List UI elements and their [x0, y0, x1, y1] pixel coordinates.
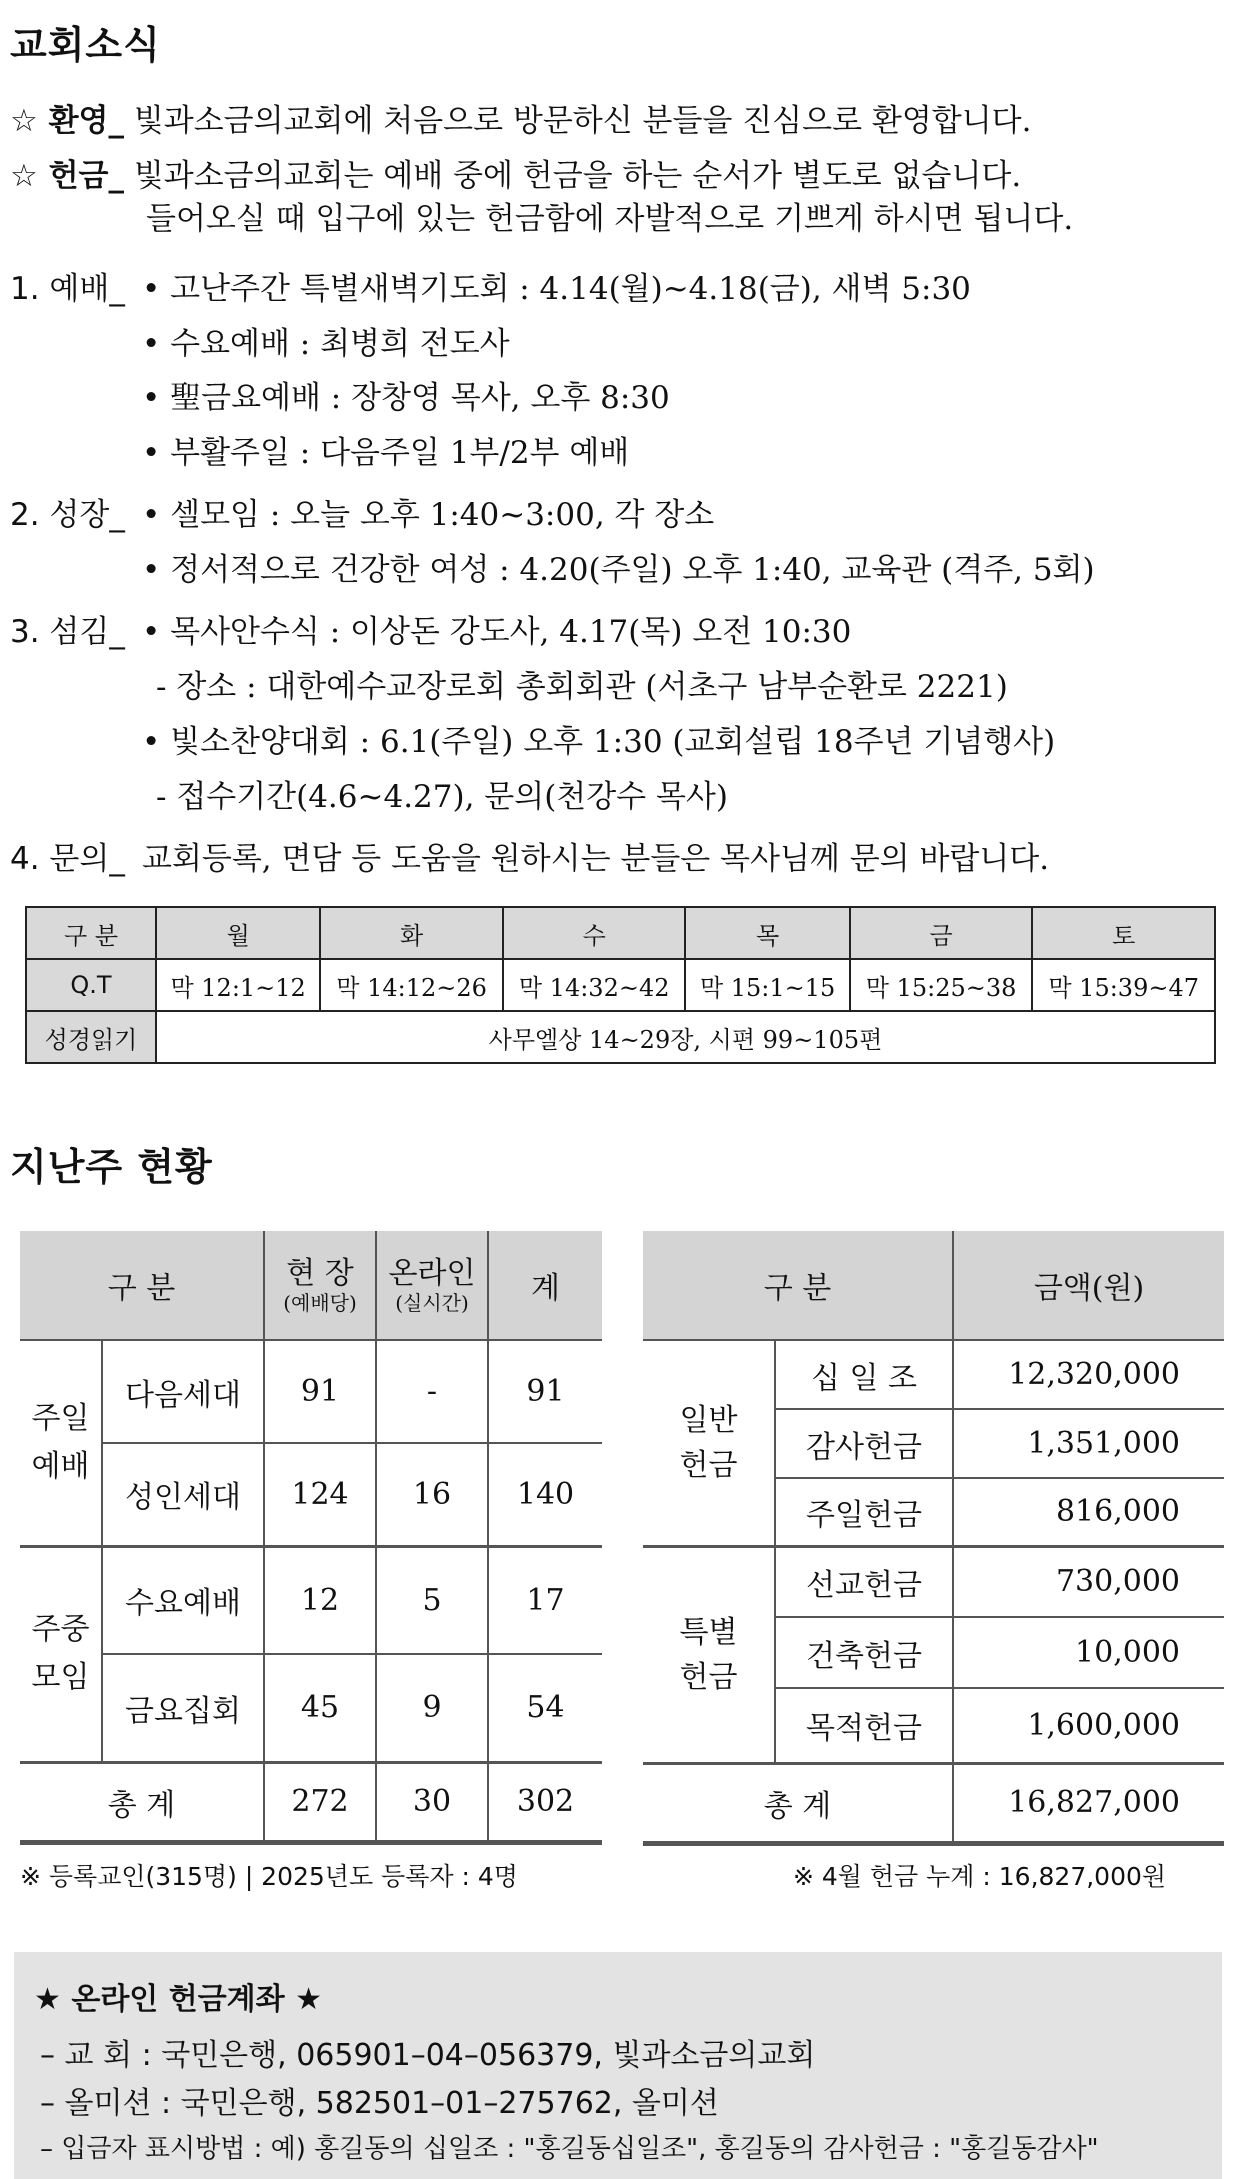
worship-item: • 부활주일 : 다음주일 1부/2부 예배: [142, 435, 630, 471]
qt-cell: 막 14:12~26: [320, 959, 503, 1011]
row-name: 다음세대: [102, 1340, 264, 1443]
sum-row: [20, 1762, 602, 1842]
worship-item: • 고난주간 특별새벽기도회 : 4.14(월)~4.18(금), 새벽 5:30: [142, 271, 971, 307]
row-site: 45: [264, 1654, 376, 1762]
table-row: [20, 1546, 602, 1654]
qt-header-cell: 목: [685, 907, 849, 959]
qt-row: [26, 959, 1215, 1011]
bank-line: – 올미션 : 국민은행, 582501–01–275762, 올미션: [40, 2086, 719, 2121]
offering-text-2: 들어오실 때 입구에 있는 헌금함에 자발적으로 기쁘게 하시면 됩니다.: [146, 201, 1074, 237]
serve-label: 3. 섬김_: [10, 614, 125, 650]
qt-header-row: [26, 907, 1215, 959]
growth-item: • 정서적으로 건강한 여성 : 4.20(주일) 오후 1:40, 교육관 (격주, 5회): [142, 552, 1095, 588]
row-name: 금요집회: [102, 1654, 264, 1762]
row-total: 91: [488, 1340, 602, 1443]
attendance-header-category: 구 분: [20, 1231, 264, 1340]
row-site: 124: [264, 1443, 376, 1546]
row-name: 건축헌금: [775, 1617, 953, 1688]
attendance-header-row: [20, 1231, 602, 1340]
welcome-label: ☆ 환영_: [10, 103, 124, 139]
offering-note: ※ 4월 헌금 누계 : 16,827,000원: [793, 1862, 1167, 1891]
qt-header-cell: 토: [1032, 907, 1215, 959]
header-site-sub: (예배당): [283, 1290, 357, 1315]
row-online: 16: [376, 1443, 488, 1546]
row-name: 선교헌금: [775, 1546, 953, 1617]
row-online: 9: [376, 1654, 488, 1762]
table-row: [20, 1654, 602, 1762]
attendance-header-total: 계: [488, 1231, 602, 1340]
sum-label: 총 계: [20, 1762, 264, 1842]
row-name: 감사헌금: [775, 1409, 953, 1478]
row-site: 12: [264, 1546, 376, 1654]
row-name: 목적헌금: [775, 1688, 953, 1763]
bank-title: ★ 온라인 헌금계좌 ★: [34, 1982, 322, 2017]
growth-label: 2. 성장_: [10, 497, 125, 533]
attendance-table: [20, 1231, 602, 1845]
attendance-header-online: [376, 1231, 488, 1340]
worship-label: 1. 예배_: [10, 271, 125, 307]
offering-label: ☆ 헌금_: [10, 158, 124, 194]
offering-header-category: 구 분: [643, 1231, 953, 1340]
row-online: -: [376, 1340, 488, 1443]
table-row: [20, 1443, 602, 1546]
qt-table: [25, 906, 1216, 1064]
qt-cell: 막 15:39~47: [1032, 959, 1215, 1011]
table-row: [643, 1546, 1224, 1617]
qt-cell: 막 12:1~12: [156, 959, 320, 1011]
row-name: 성인세대: [102, 1443, 264, 1546]
serve-item: • 목사안수식 : 이상돈 강도사, 4.17(목) 오전 10:30: [142, 614, 852, 650]
header-site-label: 현 장: [286, 1255, 354, 1291]
reading-row-label: 성경읽기: [26, 1011, 156, 1063]
row-amount: 10,000: [953, 1617, 1224, 1688]
last-week-title: 지난주 현황: [10, 1145, 213, 1189]
offering-line: [10, 150, 1021, 195]
offering-text-1: 빛과소금의교회는 예배 중에 헌금을 하는 순서가 별도로 없습니다.: [133, 158, 1022, 194]
attendance-header-site: [264, 1231, 376, 1340]
bank-box: [14, 1952, 1222, 2179]
inquiry-text: 교회등록, 면담 등 도움을 원하시는 분들은 목사님께 문의 바랍니다.: [142, 841, 1050, 877]
sum-total: 302: [488, 1762, 602, 1842]
row-name: 수요예배: [102, 1546, 264, 1654]
row-site: 91: [264, 1340, 376, 1443]
bank-line: – 교 회 : 국민은행, 065901–04–056379, 빛과소금의교회: [40, 2038, 816, 2073]
offering-header-amount: 금액(원): [953, 1231, 1224, 1340]
qt-header-cell: 월: [156, 907, 320, 959]
row-name: 주일헌금: [775, 1478, 953, 1546]
welcome-line: [10, 95, 1031, 140]
serve-item: • 빛소찬양대회 : 6.1(주일) 오후 1:30 (교회설립 18주년 기념행사): [142, 724, 1056, 760]
reading-cell: 사무엘상 14~29장, 시편 99~105편: [156, 1011, 1215, 1063]
serve-item: - 접수기간(4.6~4.27), 문의(천강수 목사): [156, 779, 728, 815]
row-total: 17: [488, 1546, 602, 1654]
reading-row: [26, 1011, 1215, 1063]
inquiry-label: 4. 문의_: [10, 841, 125, 877]
row-online: 5: [376, 1546, 488, 1654]
group-general: 일반 헌금: [643, 1340, 775, 1546]
table-row: [643, 1340, 1224, 1409]
group-sunday: 주일 예배: [20, 1340, 102, 1546]
sum-amount: 16,827,000: [953, 1763, 1224, 1843]
qt-cell: 막 15:25~38: [850, 959, 1033, 1011]
welcome-text: 빛과소금의교회에 처음으로 방문하신 분들을 진심으로 환영합니다.: [133, 103, 1032, 139]
sum-label: 총 계: [643, 1763, 953, 1843]
worship-item: • 聖금요예배 : 장창영 목사, 오후 8:30: [142, 380, 670, 416]
attendance-note: ※ 등록교인(315명) | 2025년도 등록자 : 4명: [20, 1862, 518, 1891]
row-amount: 12,320,000: [953, 1340, 1224, 1409]
qt-header-cell: 금: [850, 907, 1033, 959]
group-special: 특별 헌금: [643, 1546, 775, 1763]
sum-site: 272: [264, 1762, 376, 1842]
row-amount: 816,000: [953, 1478, 1224, 1546]
row-total: 54: [488, 1654, 602, 1762]
news-title: 교회소식: [10, 23, 161, 67]
qt-cell: 막 14:32~42: [503, 959, 686, 1011]
qt-header-cell: 화: [320, 907, 503, 959]
group-weekday: 주중 모임: [20, 1546, 102, 1762]
sum-row: [643, 1763, 1224, 1843]
row-amount: 1,600,000: [953, 1688, 1224, 1763]
row-amount: 730,000: [953, 1546, 1224, 1617]
header-online-sub: (실시간): [395, 1290, 469, 1315]
qt-header-cell: 수: [503, 907, 686, 959]
row-amount: 1,351,000: [953, 1409, 1224, 1478]
growth-item: • 셀모임 : 오늘 오후 1:40~3:00, 각 장소: [142, 497, 715, 533]
serve-item: - 장소 : 대한예수교장로회 총회회관 (서초구 남부순환로 2221): [156, 669, 1008, 705]
offering-header-row: [643, 1231, 1224, 1340]
qt-row-label: Q.T: [26, 959, 156, 1011]
row-name: 십 일 조: [775, 1340, 953, 1409]
table-row: [20, 1340, 602, 1443]
sum-online: 30: [376, 1762, 488, 1842]
offering-table: [643, 1231, 1224, 1846]
bank-line: – 입금자 표시방법 : 예) 홍길동의 십일조 : "홍길동십일조", 홍길동의 감사헌금 : "홍길동감사": [40, 2134, 1099, 2164]
qt-cell: 막 15:1~15: [685, 959, 849, 1011]
worship-item: • 수요예배 : 최병희 전도사: [142, 326, 510, 362]
qt-header-cell: 구 분: [26, 907, 156, 959]
row-total: 140: [488, 1443, 602, 1546]
header-online-label: 온라인: [388, 1255, 476, 1291]
